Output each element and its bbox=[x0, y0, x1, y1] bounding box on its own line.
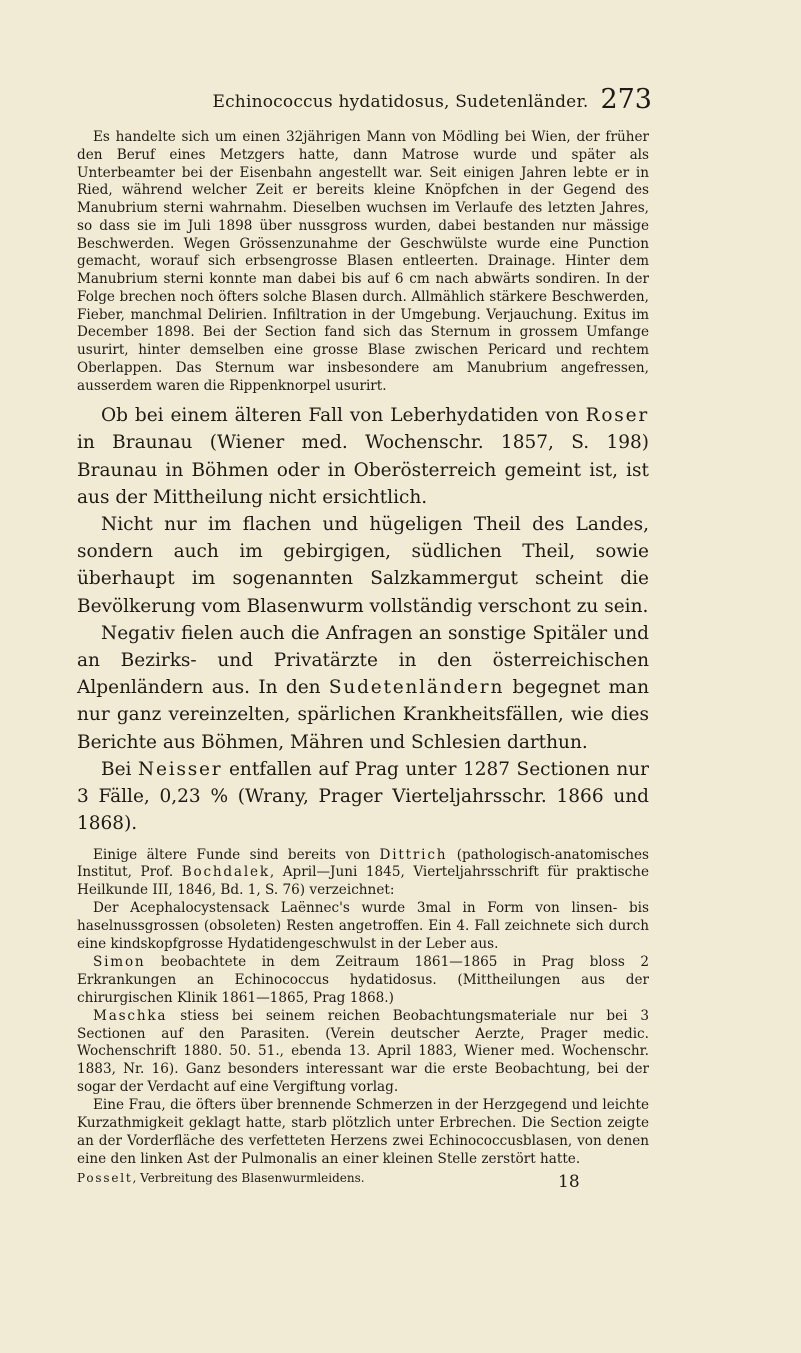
author-name-simon: Simon bbox=[93, 953, 146, 970]
author-name-roser: Roser bbox=[585, 405, 649, 427]
author-name-bochdalek: Bochdalek bbox=[181, 864, 270, 881]
footer-citation bbox=[77, 1170, 365, 1186]
paragraph-neisser: Bei Neisser entfallen auf Prag unter 1287 Sectionen nur 3 Fälle, 0,23 % (Wrany, Prager Vierteljahrsschr. 1866 und 1868). bbox=[77, 758, 649, 835]
author-name-maschka: Maschka bbox=[93, 1007, 168, 1024]
paragraph-salzkammergut: Nicht nur im flachen und hügeligen Theil des Landes, sondern auch im gebirgigen, südlichen Theil, sowie überhaupt im sogenannten Salzkammergut scheint die Bevölkerung vom Blasenwurm vollständig verschont zu sein. bbox=[77, 514, 649, 617]
footer-author: Posselt bbox=[77, 1170, 133, 1185]
author-name-dittrich: Dittrich bbox=[379, 846, 448, 863]
page-number: 273 bbox=[600, 84, 652, 115]
footer-title: , Verbreitung des Blasenwurmleidens. bbox=[132, 1170, 365, 1185]
paragraph-braunau: Ob bei einem älteren Fall von Leberhydatiden von Roser in Braunau (Wiener med. Wochenschr. 1857, S. 198) Braunau in Böhmen oder in Oberösterreich gemeint ist, ist aus der Mittheilung nicht ersichtlich. bbox=[77, 405, 649, 508]
paragraph-dittrich: Einige ältere Funde sind bereits von Dittrich (pathologisch-anatomisches Institut, Prof. Bochdalek, April—Juni 1845, Vierteljahrsschrift für praktische Heilkunde III, 1846, Bd. 1, S. 76) verzeichnet: bbox=[77, 846, 649, 899]
signature-mark: 18 bbox=[558, 1171, 580, 1192]
running-title: Echinococcus hydatidosus, Sudetenländer. bbox=[212, 92, 589, 112]
paragraph-laennec: Der Acephalocystensack Laënnec's wurde 3mal in Form von linsen- bis haselnussgrossen (obsoleten) Resten angetroffen. Ein 4. Fall zeichnete sich durch eine kindskopfgrosse Hydatidengeschwulst in der Leber aus. bbox=[77, 900, 649, 953]
paragraph-maschka: Maschka stiess bei seinem reichen Beobachtungsmateriale nur bei 3 Sectionen auf den Parasiten. (Verein deutscher Aerzte, Prager medic. Wochenschrift 1880. 50. 51., ebenda 13. April 1883, Wiener med. Wochenschr. 1883, Nr. 16). Ganz besonders interessant war die erste Beobachtung, bei der sogar der Verdacht auf eine Vergiftung vorlag. bbox=[77, 1007, 649, 1096]
footer-line bbox=[77, 1170, 649, 1192]
paragraph-sudetenlaender: Negativ fielen auch die Anfragen an sonstige Spitäler und an Bezirks- und Privatärzte in den österreichischen Alpenländern aus. In den Sudetenländern begegnet man nur ganz vereinzelten, spärlichen Krankheitsfällen, wie dies Berichte aus Böhmen, Mähren und Schlesien darthun. bbox=[77, 622, 649, 753]
historical-findings-section bbox=[77, 847, 649, 1169]
main-text-section bbox=[77, 402, 649, 837]
text-block bbox=[77, 129, 649, 1192]
paragraph-herzgegend: Eine Frau, die öfters über brennende Schmerzen in der Herzgegend und leichte Kurzathmigkeit geklagt hatte, starb plötzlich unter Erbrechen. Die Section zeigte an der Vorderfläche des verfetteten Herzens zwei Echinococcusblasen, von denen eine den linken Ast der Pulmonalis an einer kleinen Stelle zerstört hatte. bbox=[77, 1097, 649, 1167]
case-report-section bbox=[77, 129, 649, 395]
paragraph-simon: Simon beobachtete in dem Zeitraum 1861—1865 in Prag bloss 2 Erkrankungen an Echinococcus hydatidosus. (Mittheilungen aus der chirurgischen Klinik 1861—1865, Prag 1868.) bbox=[77, 953, 649, 1006]
term-sudetenlaender: Sudetenländern bbox=[328, 677, 505, 699]
author-name-neisser: Neisser bbox=[138, 758, 223, 780]
running-head bbox=[0, 84, 801, 128]
paragraph-case-ried: Es handelte sich um einen 32jährigen Mann von Mödling bei Wien, der früher den Beruf eines Metzgers hatte, dann Matrose wurde und später als Unterbeamter bei der Eisenbahn angestellt war. Seit einigen Jahren lebte er in Ried, während welcher Zeit er bereits kleine Knöpfchen in der Gegend des Manubrium sterni wahrnahm. Dieselben wuchsen im Verlaufe des letzten Jahres, so dass sie im Juli 1898 über nussgross wurden, dabei bestanden nur mässige Beschwerden. Wegen Grössenzunahme der Geschwülste wurde eine Punction gemacht, worauf sich erbsengrosse Blasen entleerten. Drainage. Hinter dem Manubrium sterni konnte man dabei bis auf 6 cm nach abwärts sondiren. In der Folge brechen noch öfters solche Blasen durch. Allmählich stärkere Beschwerden, Fieber, manchmal Delirien. Infiltration in der Umgebung. Verjauchung. Exitus im December 1898. Bei der Section fand sich das Sternum in grossem Umfange usurirt, hinter demselben eine grosse Blase zwischen Pericard und rechtem Oberlappen. Das Sternum war insbesondere am Manubrium angefressen, ausserdem waren die Rippenknorpel usurirt. bbox=[77, 129, 649, 394]
